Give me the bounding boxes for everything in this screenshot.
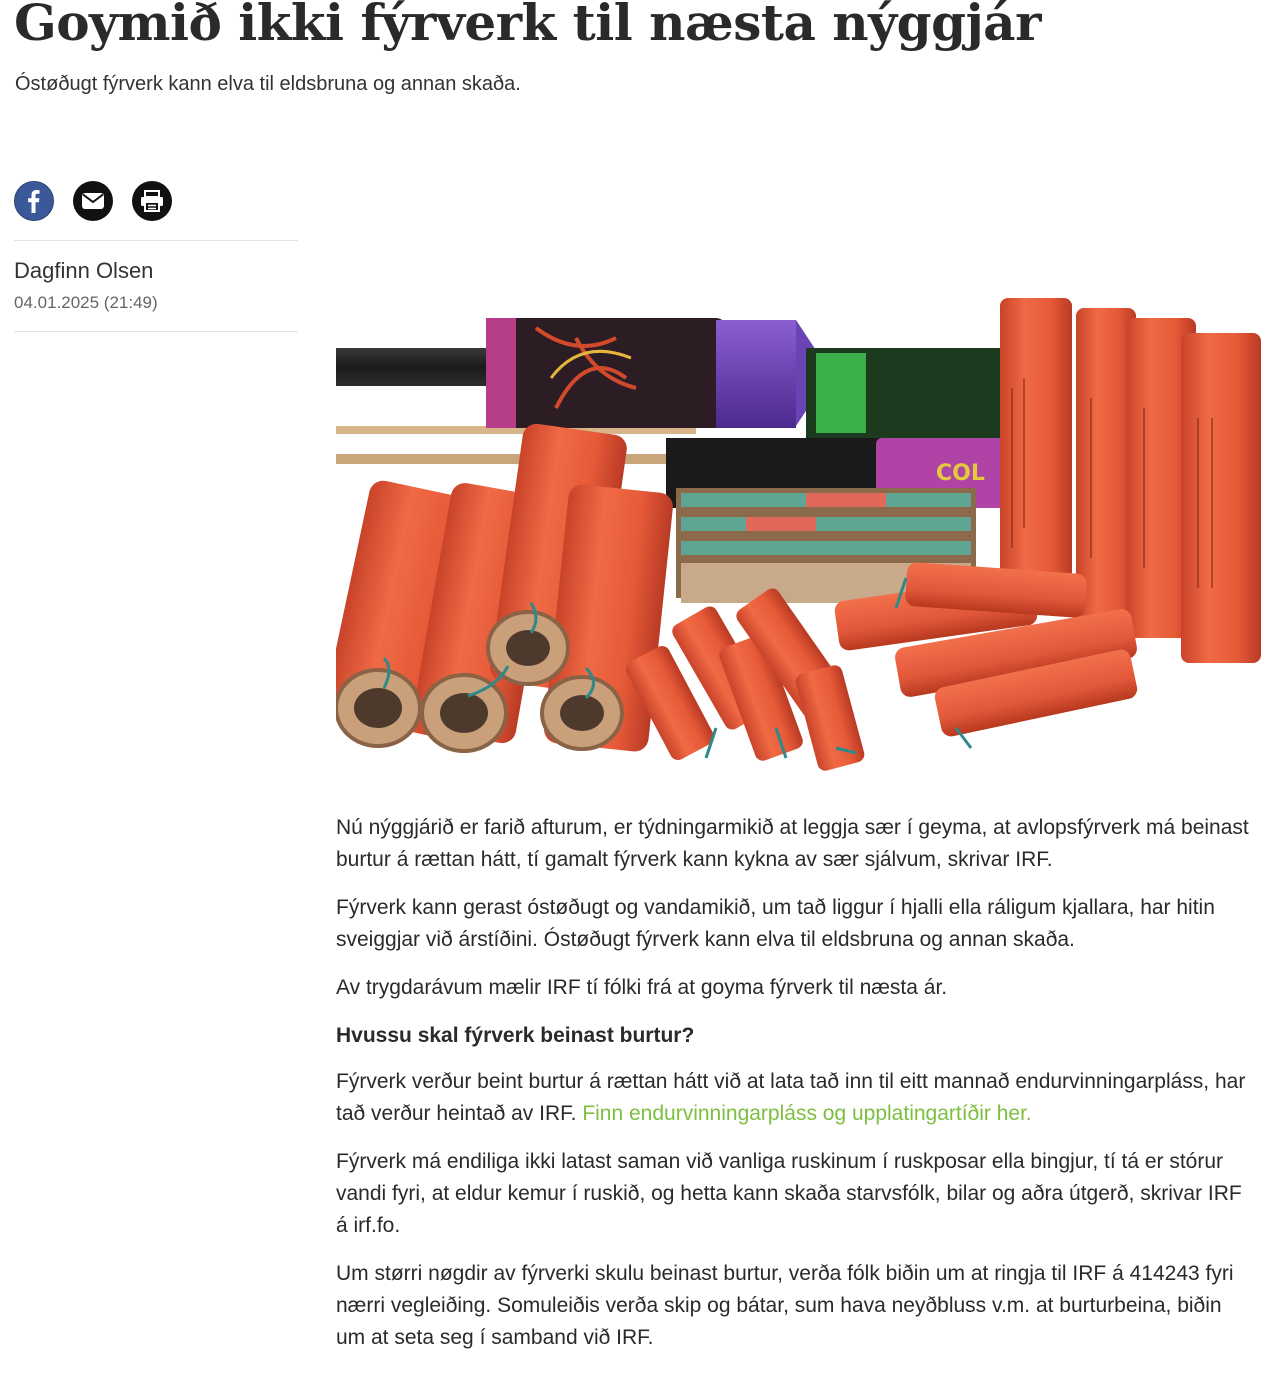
article-paragraph: Av trygdarávum mælir IRF tí fólki frá at goyma fýrverk til næsta ár. bbox=[336, 976, 948, 999]
email-share-button[interactable] bbox=[73, 181, 113, 221]
print-button[interactable] bbox=[132, 181, 172, 221]
paragraph-text: Fýrverk verður beint burtur á rættan hátt við at lata tað inn til eitt mannað endurvinningarpláss, har tað verður heintað av IRF. bbox=[336, 1070, 1246, 1125]
email-icon bbox=[82, 193, 104, 209]
article-paragraph: Nú nýggjárið er farið afturum, er týdningarmikið at leggja sær í geyma, at avlopsfýrverk má beinast burtur á rættan hátt, tí gamalt fýrverk kann kykna av sær sjálvum, skrivar IRF. bbox=[336, 816, 1249, 871]
share-buttons bbox=[14, 181, 172, 221]
article-paragraph: Um størri nøgdir av fýrverki skulu beinast burtur, verða fólk biðin um at ringja til IRF á 414243 fyri nærri vegleiðing. Somuleiðis verða skip og bátar, sum hava neyðbluss v.m. at burturbeina, biðin um at seta seg í samband við IRF. bbox=[336, 1262, 1234, 1349]
article-subtitle: Óstøðugt fýrverk kann elva til eldsbruna og annan skaða. bbox=[15, 73, 521, 95]
recycling-sites-link[interactable]: Finn endurvinningarpláss og upplatingartíðir her. bbox=[582, 1102, 1032, 1125]
facebook-share-button[interactable] bbox=[14, 181, 54, 221]
article-paragraph bbox=[336, 1066, 1256, 1130]
print-icon bbox=[140, 190, 164, 212]
article-paragraph: Fýrverk kann gerast óstøðugt og vandamikið, um tað liggur í hjalli ella ráligum kjallara, har hitin sveiggjar við árstíðini. Óstøðugt fýrverk kann elva til eldsbruna og annan skaða. bbox=[336, 896, 1215, 951]
article-photo bbox=[336, 168, 1264, 788]
author-name: Dagfinn Olsen bbox=[14, 258, 154, 283]
facebook-icon bbox=[24, 189, 44, 213]
article-headline: Goymið ikki fýrverk til næsta nýggjár bbox=[14, 0, 1041, 52]
article-paragraph: Fýrverk má endiliga ikki latast saman við vanliga ruskinum í ruskposar ella bingjur, tí tá er stórur vandi fyri, at eldur kemur í ruskið, og hetta kann skaða starvsfólk, bilar og aðra útgerð, skrivar IRF á irf.fo. bbox=[336, 1150, 1242, 1237]
byline bbox=[14, 240, 298, 332]
publish-date: 04.01.2025 (21:49) bbox=[14, 293, 158, 312]
rocket-label-text: COL bbox=[936, 461, 985, 486]
article-subheading: Hvussu skal fýrverk beinast burtur? bbox=[336, 1024, 695, 1047]
article-body bbox=[336, 812, 1256, 1370]
fireworks-photo bbox=[336, 168, 1264, 788]
